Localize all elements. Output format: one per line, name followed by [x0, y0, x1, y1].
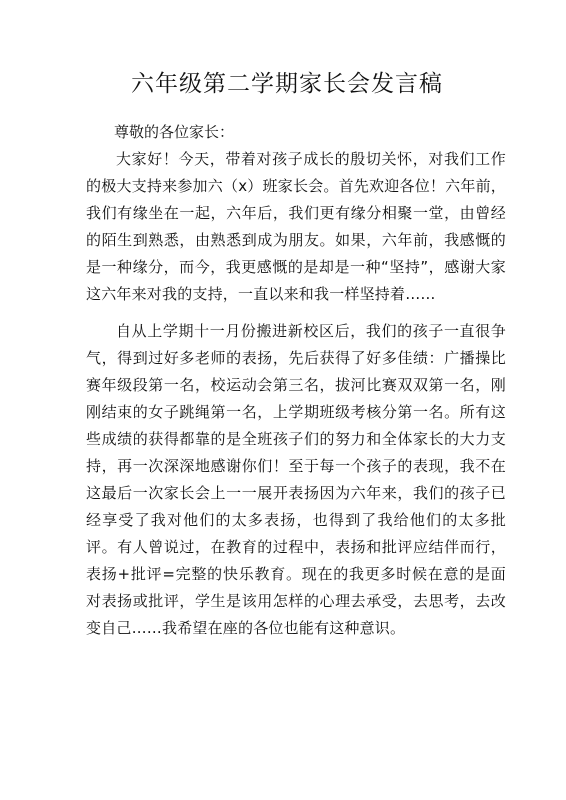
salutation-text: 尊敬的各位家长： — [114, 123, 235, 141]
paragraph-1: 大家好！今天，带着对孩子成长的殷切关怀，对我们工作的极大支持来参加六（x）班家长会。首先欢迎各位！六年前，我们有缘坐在一起，六年后，我们更有缘分相聚一堂，由曾经的陌生到熟悉，由熟悉到成为朋友。如果，六年前，我感慨的是一种缘分，而今，我更感慨的是却是一种“坚持”，感谢大家这六年来对我的支持，一直以来和我一样坚持着…… — [86, 150, 506, 303]
paragraph-2: 自从上学期十一月份搬进新校区后，我们的孩子一直很争气，得到过好多老师的表扬，先后获得了好多佳绩：广播操比赛年级段第一名，校运动会第三名，拔河比赛双双第一名，刚刚结束的女子跳绳第一名，上学期班级考核分第一名。所有这些成绩的获得都靠的是全班孩子们的努力和全体家长的大力支持，再一次深深地感谢你们！至于每一个孩子的表现，我不在这最后一次家长会上一一展开表扬因为六年来，我们的孩子已经享受了我对他们的太多表扬，也得到了我给他们的太多批评。有人曾说过，在教育的过程中，表扬和批评应结伴而行，表扬+批评=完整的快乐教育。现在的我更多时候在意的是面对表扬或批评，学生是该用怎样的心理去承受，去思考，去改变自己……我希望在座的各位也能有这种意识。 — [86, 322, 506, 637]
document-title: 六年级第二学期家长会发言稿 — [131, 71, 443, 97]
